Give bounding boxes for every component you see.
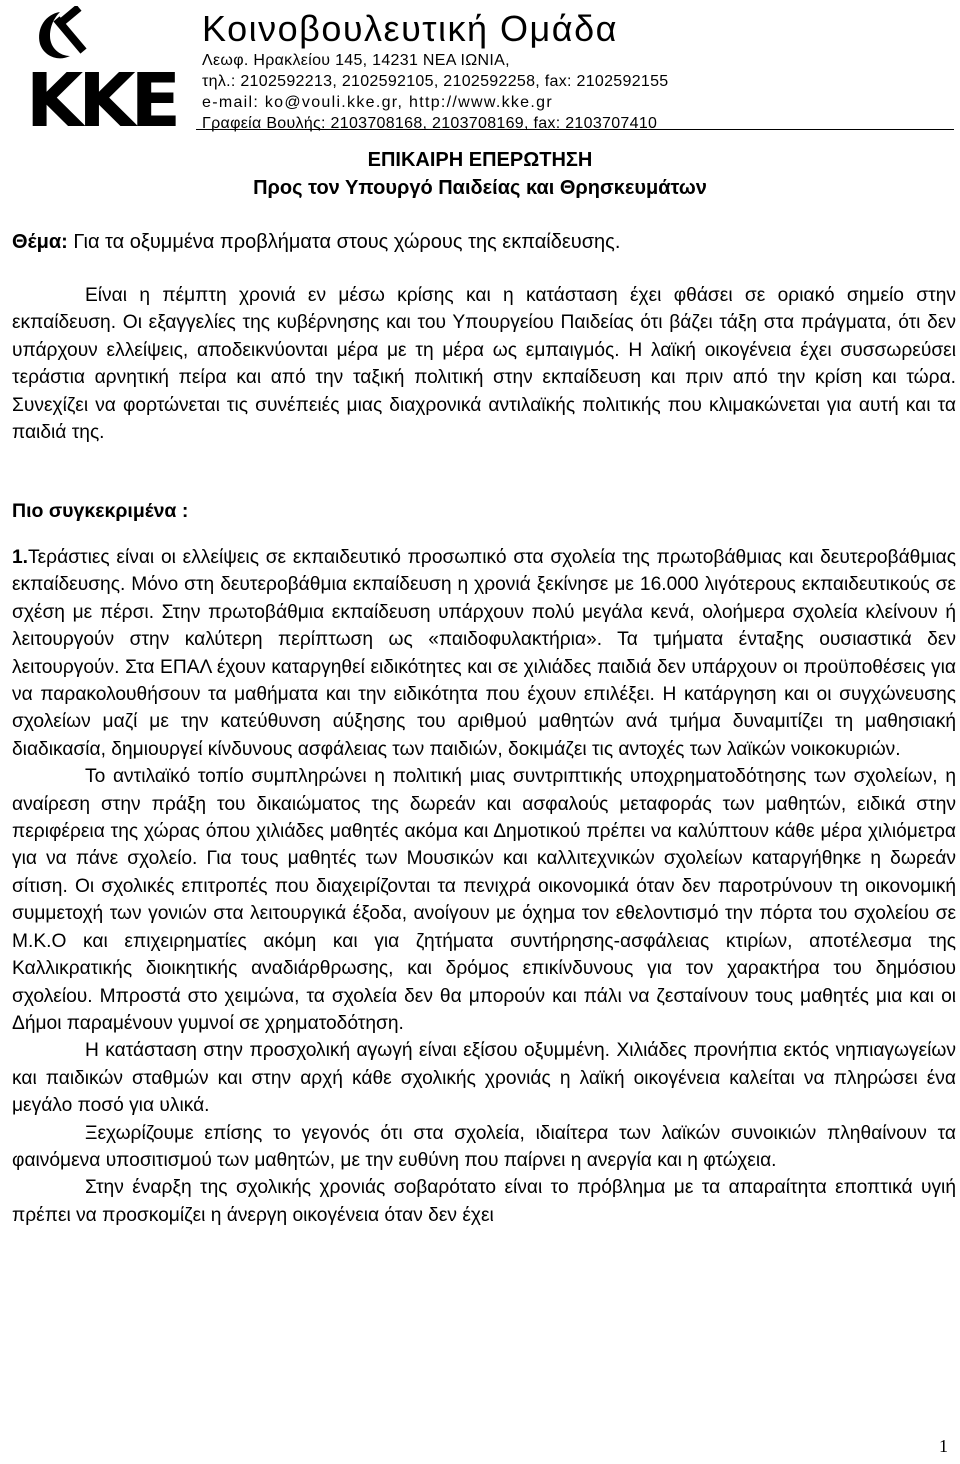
address-line: Λεωφ. Ηρακλείου 145, 14231 ΝΕΑ ΙΩΝΙΑ, xyxy=(202,52,510,69)
paragraph-school-start: Στην έναρξη της σχολικής χρονιάς σοβαρότατο είναι το πρόβλημα με τα απαραίτητα εποπτικά υγιή πρέπει να προσκομίζει η άνεργη οικογένεια όταν δεν έχει xyxy=(12,1177,956,1226)
header-divider xyxy=(196,129,954,130)
section-heading: Πιο συγκεκριμένα : xyxy=(12,500,189,522)
page-number: 1 xyxy=(939,1436,948,1456)
document-type-heading: ΕΠΙΚΑΙΡΗ ΕΠΕΡΩΤΗΣΗ xyxy=(367,149,593,171)
paragraph-funding: Το αντιλαϊκό τοπίο συμπληρώνει η πολιτική μιας συντριπτικής υποχρηματοδότησης των σχολείων, η αναίρεση στην πράξη του δικαιώματος της δωρεάν και ασφαλούς μεταφοράς των μαθητών, ειδικά στην περιφέρεια της χώρας όπου χιλιάδες μαθητές ακόμα και Δημοτικού πρέπει να καλύπτουν κάθε μέρα χιλιόμετρα για να πάνε σχολείο. Για τους μαθητές των Μουσικών και καλλιτεχνικών σχολείων καταργήθηκε η δωρεάν σίτιση. Οι σχολικές επιτροπές που διαχειρίζονται τα πενιχρά οικονομικά όταν δεν παροτρύνουν τη οικονομική συμμετοχή των γονιών στα λειτουργικά έξοδα, ανοίγουν με όχημα τον εθελοντισμό την πόρτα του σχολείου σε Μ.Κ.Ο και επιχειρηματίες ακόμη και για ζητήματα συντήρησης-ασφάλειας κτιρίων, αποτέλεσμα της Καλλικρατικής διοικητικής αναδιάρθρωσης, και δρόμος επικίνδυνους για τον χαρακτήρα του δημόσιου σχολείου. Μπροστά στο χειμώνα, τα σχολεία δεν θα μπορούν και πάλι να ζεσταίνουν τους μαθητές μια και οι Δήμοι παραμένουν γυμνοί σε χρηματοδότηση. xyxy=(12,766,956,1034)
intro-paragraph: Είναι η πέμπτη χρονιά εν μέσω κρίσης και η κατάσταση έχει φθάσει σε οριακό σημείο στην εκπαίδευση. Οι εξαγγελίες της κυβέρνησης και του Υπουργείου Παιδείας ότι βάζει τάξη στα πράγματα, ότι δεν υπάρχουν ελλείψεις, αποδεικνύονται μέρα με τη μέρα ως εμπαιγμός. Η λαϊκή οικογένεια έχει συσσωρεύσει τεράστια αρνητική πείρα και από την ταξική πολιτική στην εκπαίδευση και πριν από την κρίση και τώρα. Συνεχίζει να φορτώνεται τις συνέπειές μιας διαχρονικά αντιλαϊκής πολιτικής που κλιμακώνεται για αυτή και τα παιδιά της. xyxy=(12,285,956,444)
email-web-line: e-mail: ko@vouli.kke.gr, http://www.kke.gr xyxy=(202,94,553,111)
phone-fax-line: τηλ.: 2102592213, 2102592105, 2102592258, fax: 2102592155 xyxy=(202,73,669,90)
subject-label: Θέμα: xyxy=(12,231,68,253)
parliament-offices-line: Γραφεία Βουλής: 2103708168, 2103708169, fax: 2103707410 xyxy=(202,115,658,132)
kke-logo xyxy=(6,6,196,130)
letterhead xyxy=(6,4,954,132)
intro-block xyxy=(12,282,956,446)
subject-text: Για τα οξυμμένα προβλήματα στους χώρους της εκπαίδευσης. xyxy=(67,231,621,253)
logo-wordmark: ΚΚΕ xyxy=(25,58,177,130)
point-number: 1. xyxy=(12,547,29,568)
subject-line xyxy=(12,229,952,255)
letterhead-text xyxy=(202,4,954,134)
addressee-heading: Προς τον Υπουργό Παιδείας και Θρησκευμάτων xyxy=(253,177,707,199)
point-1-text: Τεράστιες είναι οι ελλείψεις σε εκπαιδευτικό προσωπικό στα σχολεία της πρωτοβάθμιας και δευτεροβάθμιας εκπαίδευσης. Μόνο στη δευτεροβάθμια εκπαίδευση η χρονιά ξεκίνησε με 16.000 λιγότερους εκπαιδευτικούς σε σχέση με πέρσι. Στην πρωτοβάθμια εκπαίδευση υπάρχουν πολύ μεγάλα κενά, ολοήμερα σχολεία κλείνουν ή λειτουργούν στην καλύτερη περίπτωση ως «παιδοφυλακτήρια». Τα τμήματα ένταξης ουσιαστικά δεν λειτουργούν. Στα ΕΠΑΛ έχουν καταργηθεί ειδικότητες και σε χιλιάδες παιδιά δεν υπάρχουν οι προϋποθέσεις για να παρακολουθήσουν τα μαθήματα και την ειδικότητα που έχουν επιλέξει. Η κατάργηση και οι συγχώνευσης σχολείων μαζί με την κατεύθυνση αύξησης του αριθμού μαθητών ανά τμήμα δυναμιτίζει τη μαθησιακή διαδικασία, δημιουργεί κίνδυνους ασφάλειας των παιδιών, δοκιμάζει τις αντοχές των λαϊκών νοικοκυριών. xyxy=(12,547,956,760)
paragraph-malnutrition: Ξεχωρίζουμε επίσης το γεγονός ότι στα σχολεία, ιδιαίτερα των λαϊκών συνοικιών πληθαίνουν τα φαινόμενα υποσιτισμού των μαθητών, με την ευθύνη που παίρνει η ανεργία και η φτώχεια. xyxy=(12,1122,956,1171)
main-body xyxy=(12,544,956,1229)
hammer-and-sickle-icon xyxy=(39,6,86,58)
paragraph-preschool: Η κατάσταση στην προσχολική αγωγή είναι εξίσου οξυμμένη. Χιλιάδες προνήπια εκτός νηπιαγωγείων και παιδικών σταθμών και στην αρχή κάθε σχολικής χρονιάς η λαϊκή οικογένεια καλείται να πληρώσει ένα μεγάλο ποσό για υλικά. xyxy=(12,1040,956,1117)
organization-title: Κοινοβουλευτική Ομάδα xyxy=(202,8,618,49)
point-1-paragraph xyxy=(12,544,956,763)
